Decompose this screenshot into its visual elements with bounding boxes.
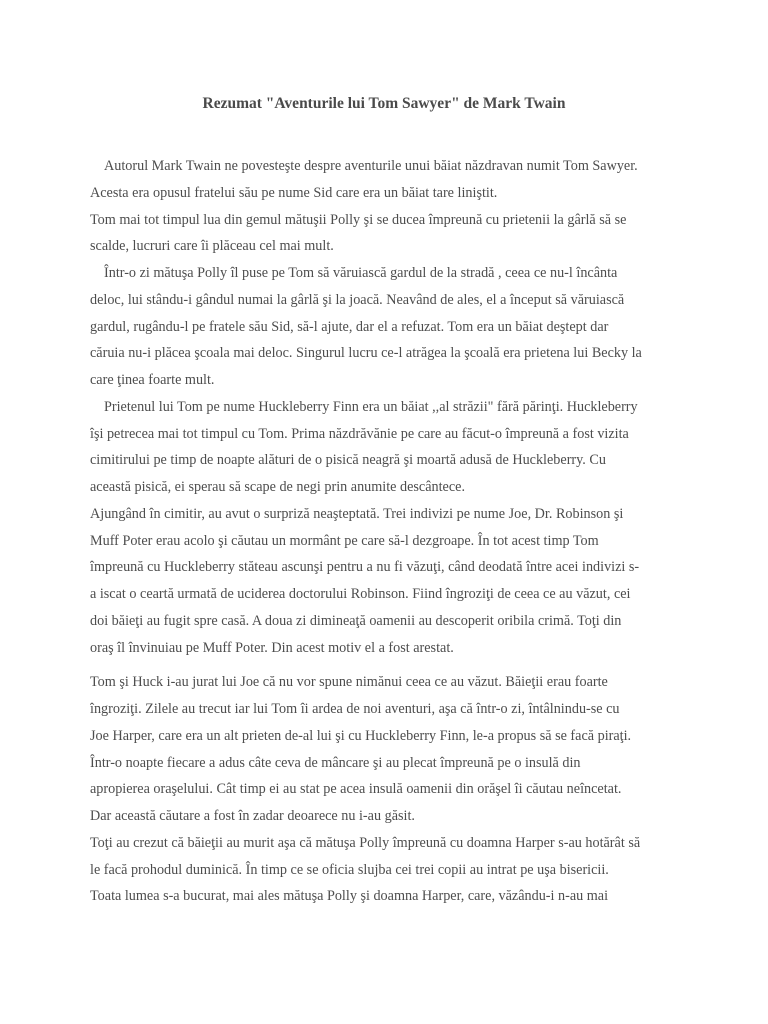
text-line: Joe Harper, care era un alt prieten de-al lui şi cu Huckleberry Finn, le-a propus să se facă piraţi. [90,727,632,744]
text-line: Toţi au crezut că băieţii au murit aşa că mătuşa Polly împreună cu doamna Harper s-au hotărât să [90,834,641,851]
text-line: Acesta era opusul fratelui său pe nume Sid care era un băiat tare liniştit. [90,184,498,201]
text-line: doi băieţi au fugit spre casă. A doua zi dimineaţă oamenii au descoperit oribila crimă. Toţi din [90,612,622,629]
paragraph [90,207,690,261]
text-line: Prietenul lui Tom pe nume Huckleberry Finn era un băiat ,,al străzii" fără părinţi. Huckleberry [104,398,638,415]
document-title: Rezumat "Aventurile lui Tom Sawyer" de Mark Twain [202,95,566,112]
paragraph-spacer [90,661,690,669]
paragraph [90,153,690,207]
text-line: Muff Poter erau acolo şi căutau un mormânt pe care să-l dezgroape. În tot acest timp Tom [90,532,599,549]
text-line: apropierea oraşelului. Cât timp ei au stat pe acea insulă oamenii din orăşel îi căutau neîncetat. [90,781,622,798]
text-line: această pisică, ei sperau să scape de negi prin anumite descântece. [90,479,465,495]
text-line: împreună cu Huckleberry stăteau ascunşi pentru a nu fi văzuţi, când deodată între acei indivizi s- [90,559,640,576]
text-line: le facă prohodul duminică. În timp ce se oficia slujba cei trei copii au intrat pe uşa bisericii. [90,861,609,878]
paragraph [90,830,690,910]
text-line: Tom şi Huck i-au jurat lui Joe că nu vor spune nimănui ceea ce au văzut. Băieţii erau foarte [90,674,608,691]
text-line: a iscat o ceartă urmată de uciderea doctorului Robinson. Fiind îngroziţi de ceea ce au văzut, cei [90,586,631,602]
text-line: scalde, lucruri care îi plăceau cel mai mult. [90,238,334,255]
text-line: Ajungând în cimitir, au avut o surpriză neaşteptată. Trei indivizi pe nume Joe, Dr. Robinson şi [90,505,624,522]
paragraph [90,394,690,501]
text-line: Toata lumea s-a bucurat, mai ales mătuşa Polly şi doamna Harper, care, văzându-i n-au mai [90,888,609,905]
text-line: oraş îl învinuiau pe Muff Poter. Din acest motiv el a fost arestat. [90,639,454,656]
text-line: Tom mai tot timpul lua din gemul mătuşii Polly şi se ducea împreună cu prietenii la gârlă să se [90,211,627,228]
paragraph [90,669,690,830]
text-line: gardul, rugându-l pe fratele său Sid, să-l ajute, dar el a refuzat. Tom era un băiat deştept dar [90,318,609,335]
text-line: Într-o zi mătuşa Polly îl puse pe Tom să văruiască gardul de la stradă , ceea ce nu-l încânta [104,265,618,281]
text-line: Autorul Mark Twain ne povesteşte despre aventurile unui băiat năzdravan numit Tom Sawyer. [104,158,638,174]
text-line: deloc, lui stându-i gândul numai la gârlă şi la joacă. Neavând de ales, el a început să văruiască [90,291,625,308]
text-line: căruia nu-i plăcea şcoala mai deloc. Singurul lucru ce-l atrăgea la şcoală era prietena lui Becky la [90,345,642,362]
text-line: cimitirului pe timp de noapte alături de o pisică neagră şi moartă adusă de Huckleberry. Cu [90,452,606,469]
text-line: îşi petrecea mai tot timpul cu Tom. Prima năzdrăvănie pe care au făcut-o împreună a fost vizita [90,425,629,442]
text-line: Dar această căutare a fost în zadar deoarece nu i-au găsit. [90,808,415,824]
text-line: Într-o noapte fiecare a adus câte ceva de mâncare şi au plecat împreună pe o insulă din [90,754,581,771]
paragraph [90,260,690,394]
text-line: îngroziţi. Zilele au trecut iar lui Tom îi ardea de noi aventuri, aşa că într-o zi, întâlnindu-se cu [90,701,620,717]
text-line: care ţinea foarte mult. [90,372,215,388]
paragraph [90,501,690,662]
document-body [90,153,690,910]
